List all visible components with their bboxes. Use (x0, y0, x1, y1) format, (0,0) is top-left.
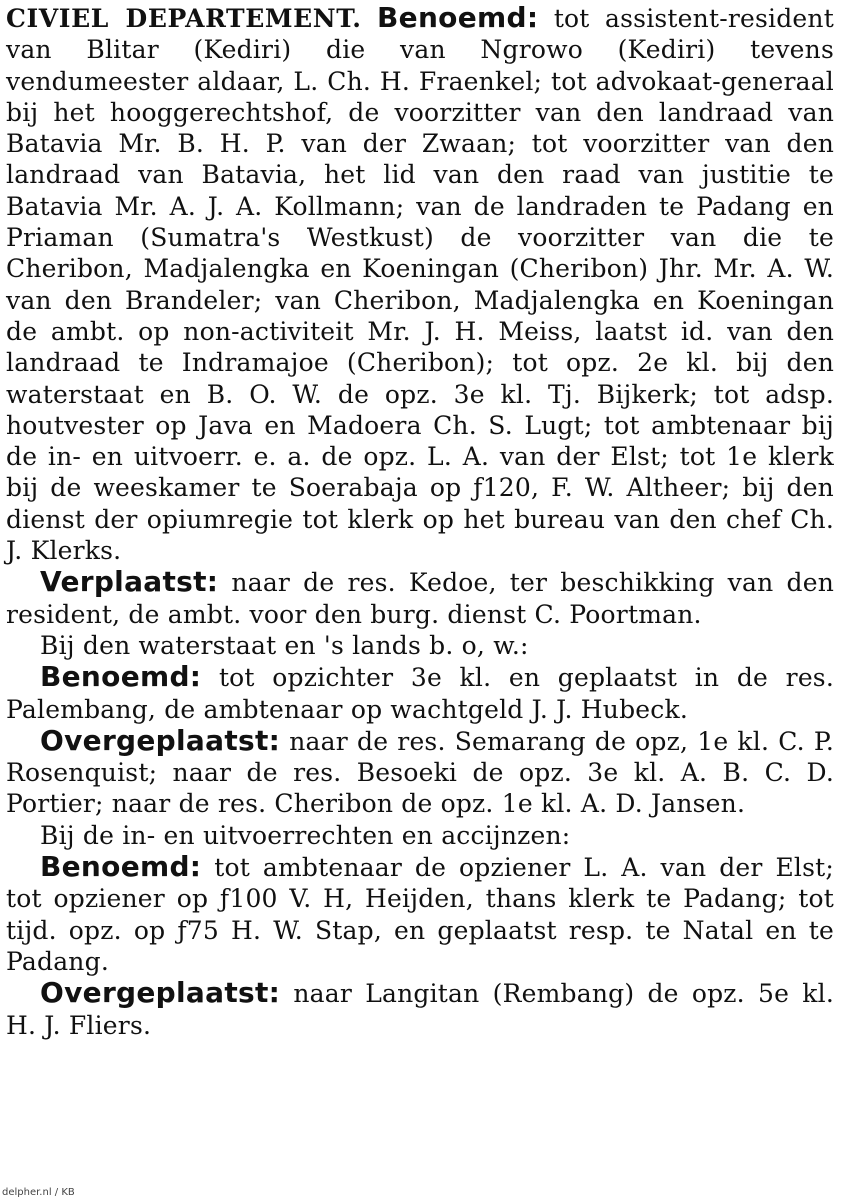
paragraph-text: naar de res. Semarang de opz, 1e kl. C. P. Rosenquist; naar de res. Besoeki de opz. 3e kl. A. B. C. D. Portier; naar de res. Cheribon de opz. 1e kl. A. D. Jansen. (6, 726, 834, 819)
paragraph-verplaatst (6, 566, 834, 630)
paragraph-text: tot opzichter 3e kl. en geplaatst in de res. Palembang, de ambtenaar op wachtgeld J. J. Hubeck. (6, 663, 834, 724)
paragraph-waterstaat-benoemd (6, 661, 834, 725)
paragraph-invoerrechten-overgeplaatst (6, 977, 834, 1041)
article-column (6, 2, 834, 1041)
lead-word: Verplaatst: (40, 565, 219, 599)
lead-word: Overgeplaatst: (40, 723, 281, 757)
subsection-intro-waterstaat (6, 630, 834, 661)
paragraph-text: tot assistent-resident van Blitar (Kediri) die van Ngrowo (Kediri) tevens vendumeester aldaar, L. Ch. H. Fraenkel; tot advokaat-generaal bij het hooggerechtshof, de voorzitter van den landraad van Batavia Mr. B. H. P. van der Zwaan; tot voorzitter van den landraad van Batavia, het lid van den raad van justitie te Batavia Mr. A. J. A. Kollmann; van de landraden te Padang en Priaman (Sumatra's Westkust) de voorzitter van die te Cheribon, Madjalengka en Koeningan (Cheribon) Jhr. Mr. A. W. van den Brandeler; van Cheribon, Madjalengka en Koeningan de ambt. op non-activiteit Mr. J. H. Meiss, laatst id. van den landraad te Indramajoe (Cheribon); tot opz. 2e kl. bij den waterstaat en B. O. W. de opz. 3e kl. Tj. Bijkerk; tot adsp. houtvester op Java en Madoera Ch. S. Lugt; tot ambtenaar bij de in- en uitvoerr. e. a. de opz. L. A. van der Elst; tot 1e klerk bij de weeskamer te Soerabaja op ƒ120, F. W. Altheer; bij den dienst der opiumregie tot klerk op het bureau van den chef Ch. J. Klerks. (6, 4, 834, 566)
paragraph-text: naar de res. Kedoe, ter beschikking van den resident, de ambt. voor den burg. dienst C. Poortman. (6, 568, 835, 629)
intro-text: Bij de in- en uitvoerrechten en accijnzen: (40, 820, 571, 850)
paragraph-invoerrechten-benoemd (6, 851, 834, 977)
lead-word: Benoemd: (40, 850, 202, 884)
lead-word: Benoemd: (377, 1, 539, 34)
section-heading: CIVIEL DEPARTEMENT. (6, 4, 362, 33)
paragraph-text: naar Langitan (Rembang) de opz. 5e kl. H. J. Fliers. (6, 979, 834, 1040)
lead-word: Benoemd: (40, 660, 202, 694)
subsection-intro-invoerrechten (6, 820, 834, 851)
paragraph-text: tot ambtenaar de opziener L. A. van der Elst; tot opziener op ƒ100 V. H, Heijden, thans klerk te Padang; tot tijd. opz. op ƒ75 H. W. Stap, en geplaatst resp. te Natal en te Padang. (6, 853, 834, 976)
paragraph-civiel-benoemd (6, 2, 834, 566)
intro-text: Bij den waterstaat en 's lands b. o, w.: (40, 630, 529, 660)
paragraph-waterstaat-overgeplaatst (6, 725, 834, 820)
source-watermark: delpher.nl / KB (2, 1187, 75, 1198)
lead-word: Overgeplaatst: (40, 976, 281, 1010)
